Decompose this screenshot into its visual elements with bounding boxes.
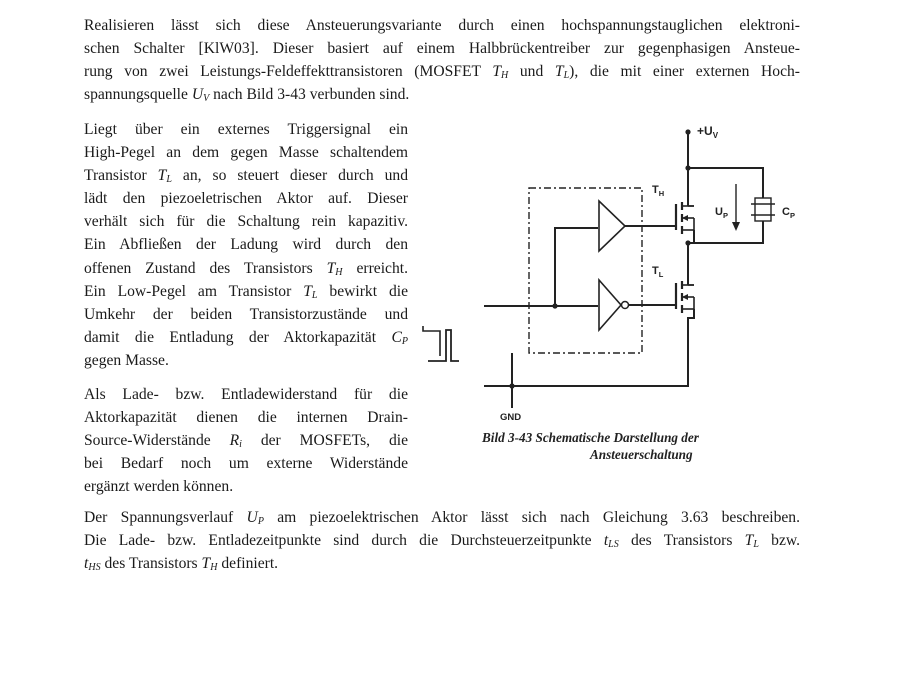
text-line: $t_{HS}$ des Transistors $T_H$ definiert. xyxy=(84,555,279,574)
th-label: $T_H$ xyxy=(652,184,665,198)
text-line: gegen Masse. xyxy=(84,351,169,369)
gnd-label: GND xyxy=(500,412,522,423)
text-line: Transistor $T_L$ an, so steuert dieser durch und xyxy=(84,167,408,186)
piezo-capacitor xyxy=(751,198,775,221)
up-voltage-arrow xyxy=(732,184,740,231)
text-line: rung von zwei Leistungs-Feldeffekttransistoren (MOSFET $T_H$ und $T_L$), die mit einer externen Hoch- xyxy=(84,63,800,82)
text-line: schen Schalter [KlW03]. Dieser basiert auf einem Halbbrückentreiber zur gegenphasigen Ansteue- xyxy=(84,40,800,58)
text-line: Die Lade- bzw. Entladezeitpunkte sind durch die Durchsteuerzeitpunkte $t_{LS}$ des Transistors $T_L$ bzw. xyxy=(84,532,801,551)
switching-paragraph xyxy=(84,118,408,372)
text-line: Ein Low-Pegel am Transistor $T_L$ bewirkt die xyxy=(84,282,408,301)
text-line: offenen Zustand des Transistors $T_H$ erreicht. xyxy=(84,259,408,278)
text-line: High-Pegel an dem gegen Masse schaltendem xyxy=(84,144,408,162)
text-line: lädt den piezoeletrischen Aktor auf. Dieser xyxy=(84,190,408,208)
text-line: Source-Widerstände $R_i$ der MOSFETs, die xyxy=(84,432,408,451)
driver-ic-box xyxy=(529,188,642,353)
up-label: $U_P$ xyxy=(715,206,728,220)
cp-label: $C_P$ xyxy=(782,206,795,220)
text-line: damit die Entladung der Aktorkapazität $C_P$ xyxy=(84,328,408,347)
supply-label: $+U_V$ xyxy=(697,124,719,140)
low-side-inverter xyxy=(599,280,621,330)
text-line: Umkehr der beiden Transistorzustände und xyxy=(84,305,408,323)
upper-input-branch xyxy=(552,228,598,309)
text-line: ergänzt werden können. xyxy=(84,478,234,496)
text-line: Der Spannungsverlauf $U_P$ am piezoelektrischen Aktor lässt sich nach Gleichung 3.63 beschreiben. xyxy=(84,509,800,527)
text-line: spannungsquelle $U_V$ nach Bild 3-43 verbunden sind. xyxy=(84,86,410,105)
high-side-buffer xyxy=(599,201,625,251)
text-line: Realisieren lässt sich diese Ansteuerungsvariante durch einen hochspannungstauglichen elektroni- xyxy=(84,17,800,34)
high-side-mosfet xyxy=(676,202,694,234)
text-line: Als Lade- bzw. Entladewiderstand für die xyxy=(84,386,408,403)
text-line: Liegt über ein externes Triggersignal ein xyxy=(84,121,408,138)
figure-caption xyxy=(482,429,802,463)
caption-line: Ansteuerschaltung xyxy=(590,447,693,462)
supply-wiring xyxy=(512,129,763,386)
inverter-bubble xyxy=(622,302,629,309)
text-line: Ein Abfließen der Ladung wird durch den xyxy=(84,236,408,254)
caption-line: Bild 3-43 Schematische Darstellung der xyxy=(482,430,699,445)
resistance-paragraph xyxy=(84,383,408,498)
text-line: Aktorkapazität dienen die internen Drain- xyxy=(84,409,408,427)
intro-paragraph xyxy=(84,14,800,106)
ground-wiring xyxy=(484,353,515,408)
trigger-pulse-symbol xyxy=(418,326,459,361)
text-line: verhält sich für die Schaltung rein kapazitiv. xyxy=(84,213,408,231)
text-line: bei Bedarf noch um externe Widerstände xyxy=(84,455,408,473)
voltage-paragraph xyxy=(84,506,800,575)
half-bridge-circuit-diagram xyxy=(418,118,808,423)
tl-label: $T_L$ xyxy=(652,265,664,279)
